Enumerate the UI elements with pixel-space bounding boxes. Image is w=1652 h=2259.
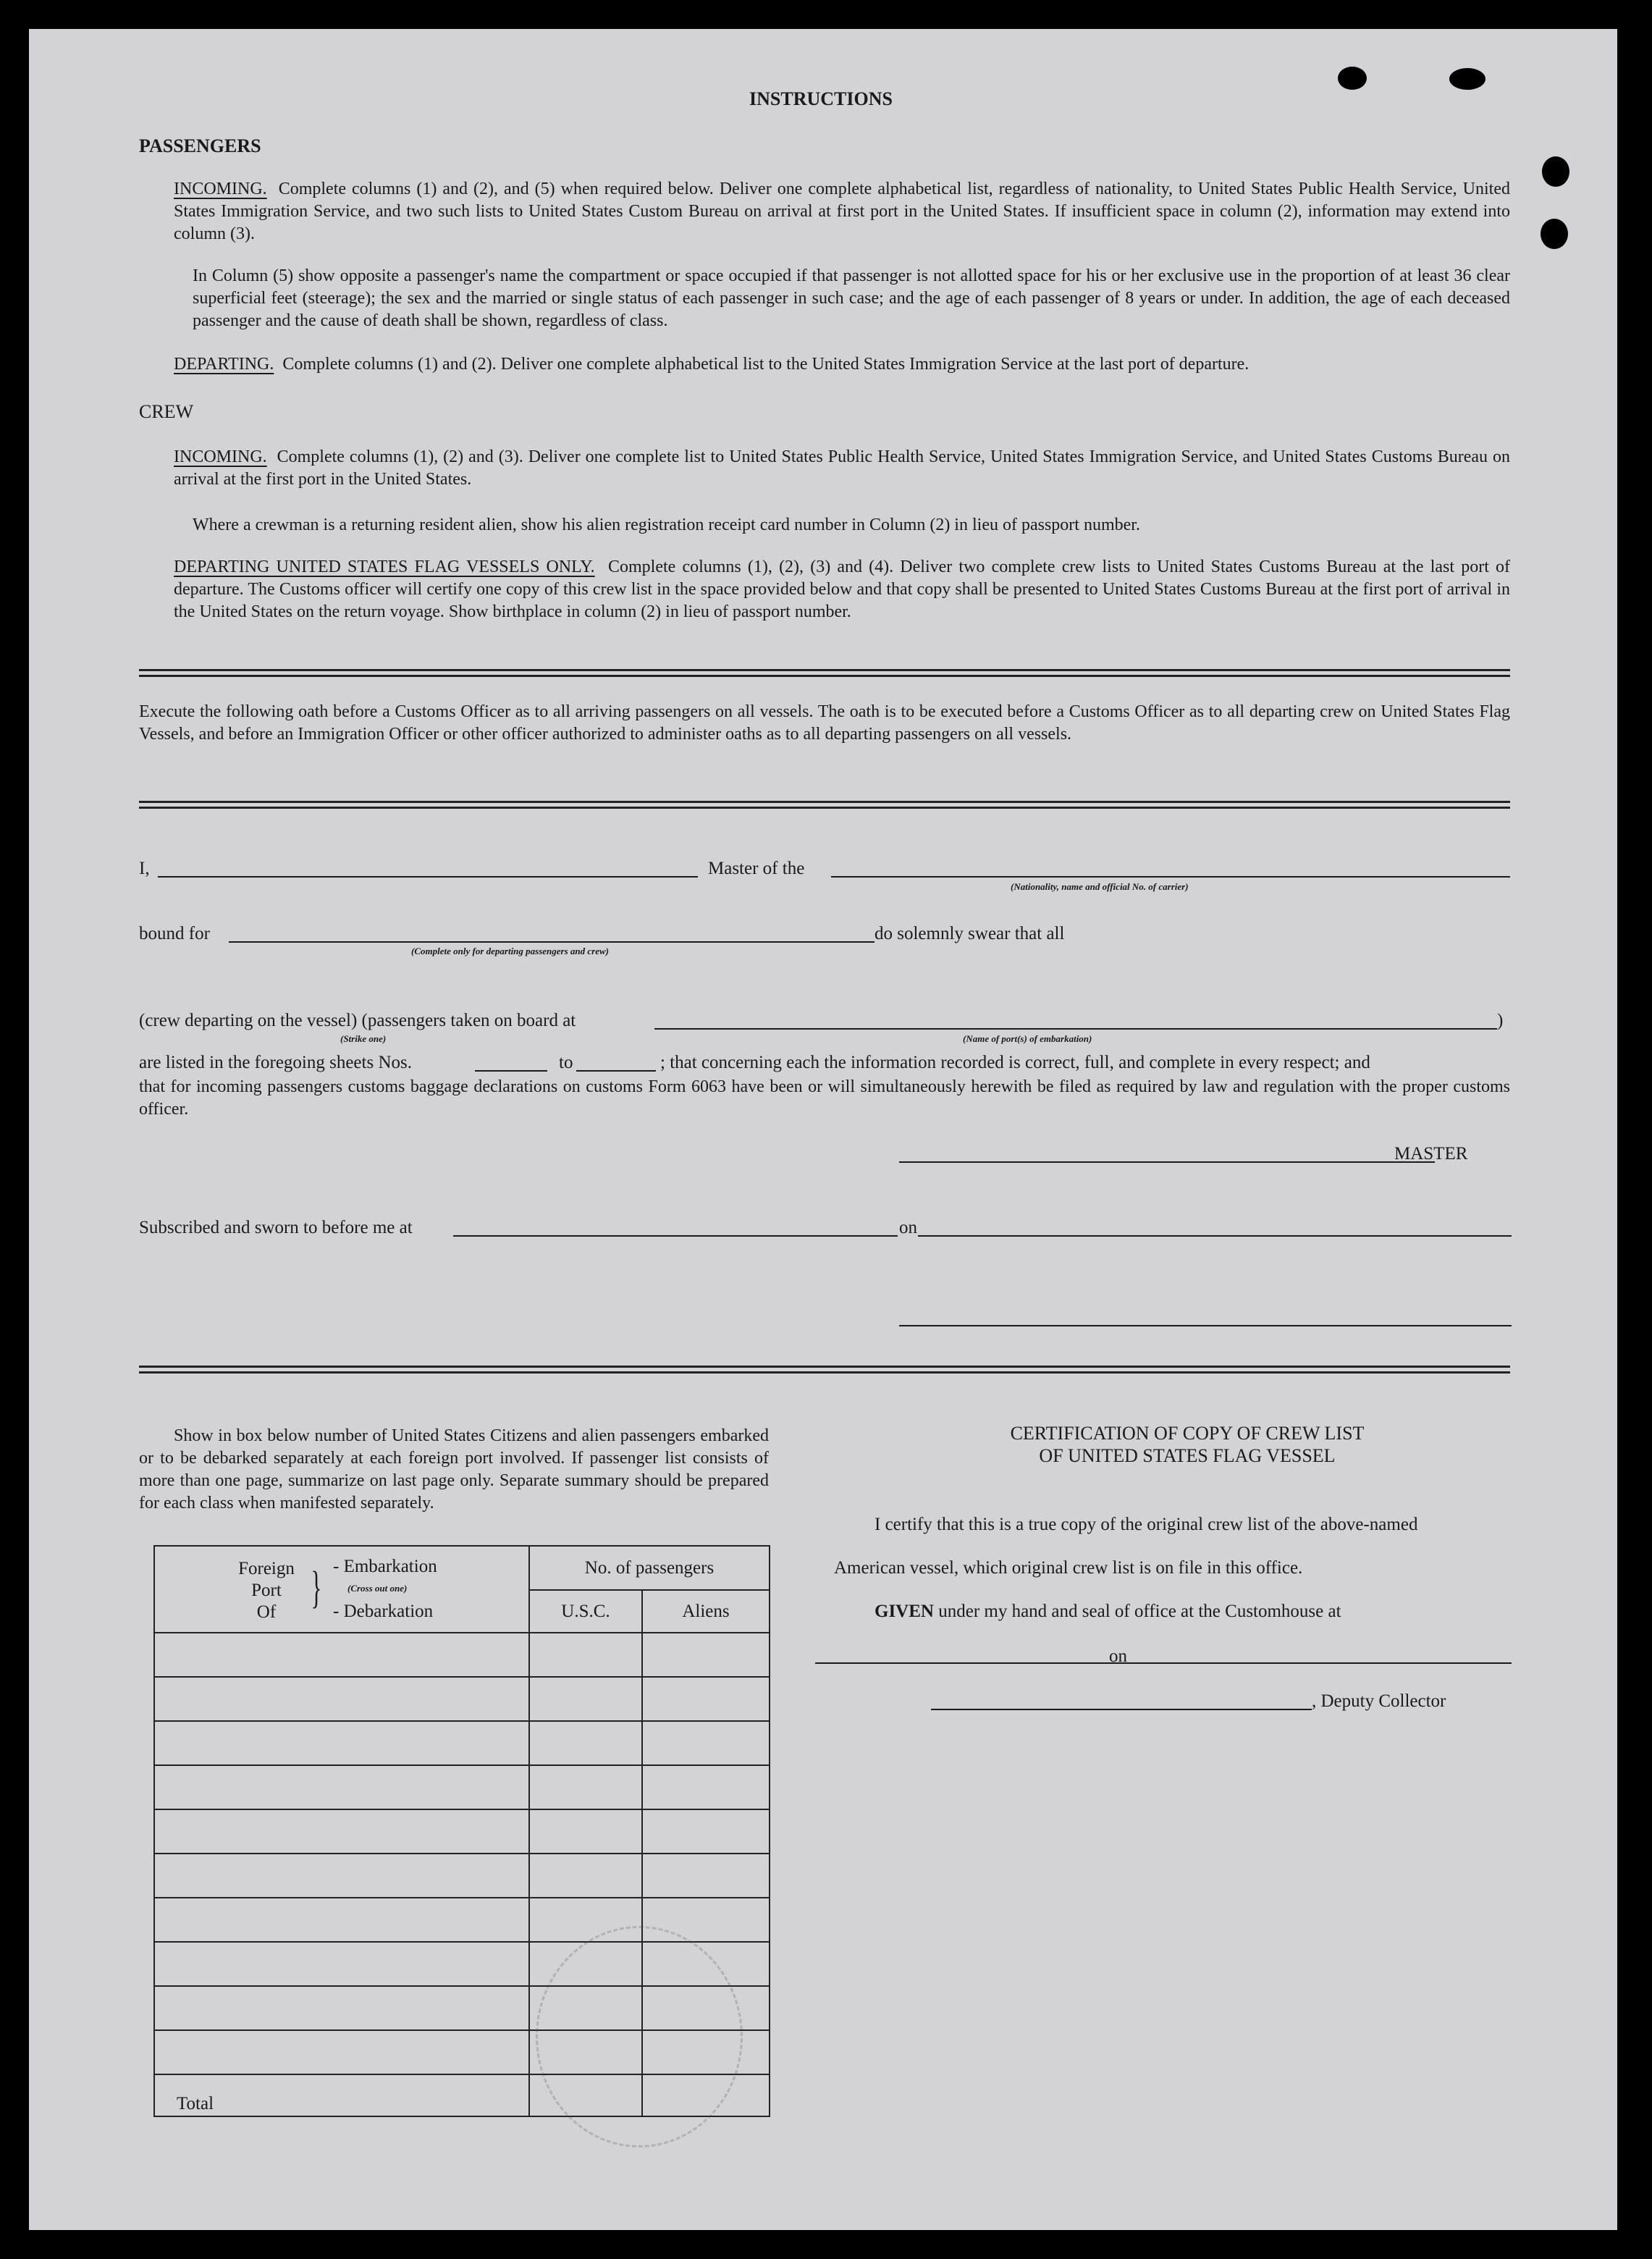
crew-departing-text xyxy=(174,556,1510,623)
of-label: Of xyxy=(256,1602,277,1622)
passengers-incoming-text xyxy=(174,178,1510,245)
aliens-cell[interactable] xyxy=(642,1809,770,1854)
usc-cell[interactable] xyxy=(529,1765,642,1809)
aliens-cell[interactable] xyxy=(642,1633,770,1677)
bracket-brace: } xyxy=(311,1563,322,1612)
bound-for-field[interactable] xyxy=(229,941,875,943)
master-signature-field[interactable] xyxy=(899,1161,1435,1163)
aliens-cell[interactable] xyxy=(642,1765,770,1809)
strike-one-hint: (Strike one) xyxy=(340,1033,387,1044)
deputy-collector-signature-field[interactable] xyxy=(931,1709,1312,1710)
bound-for-hint: (Complete only for departing passengers and crew) xyxy=(411,946,609,956)
usc-cell[interactable] xyxy=(529,1809,642,1854)
passengers-column5-text: In Column (5) show opposite a passenger's name the compartment or space occupied if that passenger is not allotted space for his or her exclusive use in the proportion of at least 36 clear superficial feet (steerage); the sex and the married or single status of each passenger in such case; and the age of each passenger of 8 years or under. In addition, the age of each deceased passenger and the cause of death shall be shown, regardless of class. xyxy=(193,266,1510,330)
summary-instructions: Show in box below number of United States Citizens and alien passengers embarked or to be debarked separately at each foreign port involved. If passenger list consists of more than one page, summarize on last page only. Separate summary should be prepared for each class when manifested separately. xyxy=(139,1426,769,1513)
sheets-to-label: to xyxy=(559,1053,573,1072)
section-heading-crew: CREW xyxy=(139,401,194,422)
passengers-incoming-body: Complete columns (1) and (2), and (5) when required below. Deliver one complete alphabetical list, regardless of nationality, to United States Public Health Service, United States Immigration Service, and two such lists to United States Custom Bureau on arrival at first port in the United States. If insufficient space in column (2), information may extend into column (3). xyxy=(174,180,1511,243)
port-cell[interactable] xyxy=(154,1854,529,1898)
crew-departing-label: DEPARTING UNITED STATES FLAG VESSELS ONLY. xyxy=(174,558,595,576)
page-title: INSTRUCTIONS xyxy=(749,88,893,109)
cross-out-hint: (Cross out one) xyxy=(347,1583,408,1594)
carrier-field[interactable] xyxy=(831,876,1510,878)
form-sheet xyxy=(29,29,1617,2230)
oath-continuation: ; that concerning each the information recorded is correct, full, and complete in every respect; and xyxy=(660,1053,1370,1072)
usc-cell[interactable] xyxy=(529,1677,642,1721)
given-text xyxy=(875,1602,1341,1622)
punch-hole-mark xyxy=(1338,67,1367,90)
master-name-field[interactable] xyxy=(158,876,698,878)
crew-incoming-label: INCOMING. xyxy=(174,447,267,466)
sworn-date-field[interactable] xyxy=(918,1235,1512,1237)
certification-title-line-1: CERTIFICATION OF COPY OF CREW LIST xyxy=(1010,1423,1365,1444)
port-cell[interactable] xyxy=(154,1898,529,1942)
port-cell[interactable] xyxy=(154,1809,529,1854)
officer-signature-field[interactable] xyxy=(899,1325,1512,1326)
crew-resident-alien-text: Where a crewman is a returning resident alien, show his alien registration receipt card number in Column (2) in lieu of passport number. xyxy=(193,516,1140,534)
no-of-passengers-header: No. of passengers xyxy=(529,1546,770,1590)
usc-header: U.S.C. xyxy=(529,1590,642,1633)
certification-on-label: on xyxy=(1109,1646,1127,1666)
deputy-collector-label: , Deputy Collector xyxy=(1312,1691,1446,1711)
embarkation-label: - Embarkation xyxy=(333,1557,437,1576)
bound-for-label: bound for xyxy=(139,924,210,943)
solemnly-swear-label: do solemnly swear that all xyxy=(875,924,1065,943)
punch-hole-mark xyxy=(1542,156,1569,187)
punch-hole-mark xyxy=(1541,219,1568,249)
usc-cell[interactable] xyxy=(529,1633,642,1677)
certify-text-2: American vessel, which original crew list is on file in this office. xyxy=(834,1558,1303,1578)
crew-departing-body: Complete columns (1), (2), (3) and (4). Deliver two complete crew lists to United States Customs Bureau at the last port of departure. The Customs officer will certify one copy of this crew list in the space provided below and that copy shall be presented to United States Customs Bureau at the first port of arrival in the United States on the return voyage. Show birthplace in column (2) in lieu of passport number. xyxy=(174,558,1511,621)
divider xyxy=(139,801,1510,809)
port-cell[interactable] xyxy=(154,1986,529,2030)
passengers-incoming-label: INCOMING. xyxy=(174,180,267,198)
aliens-cell[interactable] xyxy=(642,1854,770,1898)
carrier-field-hint: (Nationality, name and official No. of carrier) xyxy=(1011,881,1189,892)
port-hint: (Name of port(s) of embarkation) xyxy=(963,1033,1092,1044)
sworn-on-label: on xyxy=(899,1218,917,1237)
passengers-departing-label: DEPARTING. xyxy=(174,355,274,374)
oath-instructions: Execute the following oath before a Customs Officer as to all arriving passengers on all vessels. The oath is to be executed before a Customs Officer as to all departing crew on United States Flag Vessels, and before an Immigration Officer or other officer authorized to administer oaths as to all departing passengers on all vessels. xyxy=(139,702,1510,744)
foreign-label: Foreign xyxy=(238,1559,295,1578)
port-of-embarkation-field[interactable] xyxy=(654,1028,1497,1030)
port-cell[interactable] xyxy=(154,1633,529,1677)
aliens-cell[interactable] xyxy=(642,1721,770,1765)
crew-passengers-choice: (crew departing on the vessel) (passengers taken on board at xyxy=(139,1011,576,1030)
port-cell[interactable] xyxy=(154,1721,529,1765)
passengers-departing-text xyxy=(174,353,1510,376)
punch-hole-mark xyxy=(1449,68,1485,90)
oath-i-label: I, xyxy=(139,859,150,878)
section-heading-passengers: PASSENGERS xyxy=(139,135,261,156)
crew-incoming-body: Complete columns (1), (2) and (3). Deliver one complete list to United States Public Health Service, United States Immigration Service, and United States Customs Bureau on arrival at the first port in the United States. xyxy=(174,447,1510,489)
port-header-cell xyxy=(154,1546,529,1633)
sheet-to-field[interactable] xyxy=(576,1070,656,1072)
certification-title xyxy=(867,1422,1507,1467)
given-text-body: under my hand and seal of office at the Customhouse at xyxy=(938,1602,1341,1621)
divider xyxy=(139,669,1510,677)
total-label: Total xyxy=(154,2074,529,2116)
sworn-place-field[interactable] xyxy=(453,1235,898,1237)
certification-title-line-2: OF UNITED STATES FLAG VESSEL xyxy=(1039,1445,1336,1466)
certify-text-1: I certify that this is a true copy of the original crew list of the above-named xyxy=(875,1515,1418,1534)
port-cell[interactable] xyxy=(154,2030,529,2074)
closing-parenthesis: ) xyxy=(1497,1011,1504,1030)
divider xyxy=(139,1366,1510,1374)
given-label: GIVEN xyxy=(875,1602,934,1621)
port-cell[interactable] xyxy=(154,1942,529,1986)
certification-date-field[interactable] xyxy=(1131,1662,1512,1664)
master-signature-label: MASTER xyxy=(1394,1144,1468,1164)
debarkation-label: - Debarkation xyxy=(333,1602,434,1621)
aliens-header: Aliens xyxy=(642,1590,770,1633)
port-label: Port xyxy=(251,1581,282,1600)
port-cell[interactable] xyxy=(154,1765,529,1809)
usc-cell[interactable] xyxy=(529,1854,642,1898)
oath-baggage-text: that for incoming passengers customs baggage declarations on customs Form 6063 have been or will simultaneously herewith be filed as required by law and regulation with the proper customs officer. xyxy=(139,1077,1510,1119)
sheets-label: are listed in the foregoing sheets Nos. xyxy=(139,1053,412,1072)
aliens-cell[interactable] xyxy=(642,1677,770,1721)
master-of-label: Master of the xyxy=(708,859,805,878)
crew-incoming-text xyxy=(174,446,1510,491)
usc-cell[interactable] xyxy=(529,1721,642,1765)
sheet-from-field[interactable] xyxy=(475,1070,547,1072)
subscribed-label: Subscribed and sworn to before me at xyxy=(139,1218,413,1237)
faint-seal-stamp xyxy=(536,1926,743,2147)
passengers-departing-body: Complete columns (1) and (2). Deliver one complete alphabetical list to the United States Immigration Service at the last port of departure. xyxy=(282,355,1249,374)
port-cell[interactable] xyxy=(154,1677,529,1721)
